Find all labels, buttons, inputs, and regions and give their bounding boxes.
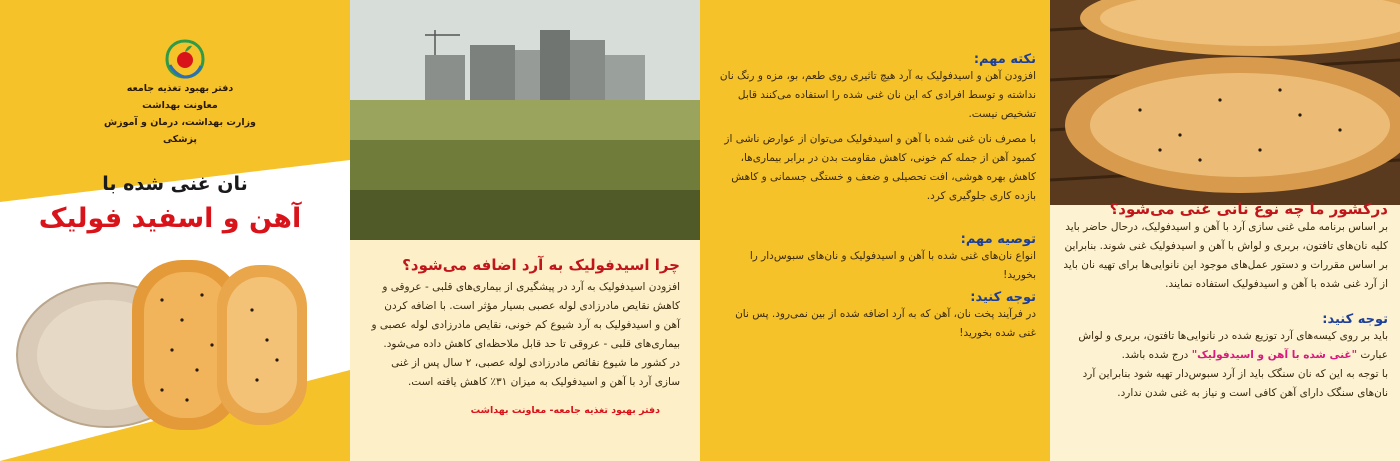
cover-panel [0, 0, 350, 461]
folic-acid-panel [350, 0, 700, 461]
flour-attention-text-1: باید بر روی کیسه‌های آرد توزیع شده در نانوایی‌ها تافتون، بربری و لواش عبارت [1078, 330, 1388, 361]
org-line-1: دفتر بهبود تغذیه جامعه [126, 83, 234, 94]
flour-attention-text [1062, 327, 1388, 365]
folic-acid-paragraph-2: در کشور ما شیوع نقائص مادرزادی لوله عصبی، ۲ سال پس از غنی سازی آرد با آهن و اسیدفولیک به میزان ۳۱٪ کاهش یافته است. [391, 357, 680, 388]
folic-acid-paragraph-1: افزودن اسیدفولیک به آرد در پیشگیری از بیماری‌های قلبی - عروقی و کاهش نقایص مادرزادی لوله عصبی بسیار مؤثر است. با اضافه کردن آهن و اسیدفولیک به آرد شیوع کم خونی، نقایص مادرزادی لوله عصبی و بیماری‌های قلبی - عروقی تا حد قابل ملاحظه‌ای کاهش داده می‌شود. [371, 281, 680, 350]
flour-attention-heading: توجه کنید: [1322, 312, 1388, 327]
bread-types-paragraph: بر اساس برنامه ملی غنی سازی آرد با آهن و اسیدفولیک، درحال حاضر باید کلیه نان‌های تافتون، بربری و لواش با آهن و اسیدفولیک غنی شوند. بنابراین بر اساس مقررات و دستور عمل‌های موجود این نانوایی‌ها برای تهیه نان باید از آرد غنی شده با آهن و اسیدفولیک استفاده نمایند. [1063, 221, 1388, 290]
sangak-note: با توجه به این که نان سنگک باید از آرد سبوس‌دار تهیه شود بنابراین آرد نان‌های سنگک دارای آهن کافی است و نیاز به غنی شدن ندارد. [1082, 368, 1388, 399]
recommendation-heading: توصیه مهم: [960, 232, 1036, 247]
flour-attention-text-2: درج شده باشد. [1121, 349, 1189, 361]
folic-acid-footer: دفتر بهبود تغذیه جامعه- معاونت بهداشت [470, 405, 660, 416]
org-line-2: معاونت بهداشت [142, 100, 218, 111]
cover-title-line-2: آهن و اسفید فولیک [38, 203, 302, 234]
recommendation-text: انواع نان‌های غنی شده با آهن و اسیدفولیک و نان‌های سبوس‌دار را بخورید! [749, 250, 1036, 281]
cover-title-line-1: نان غنی شده با [102, 173, 248, 195]
important-note-heading: نکته مهم: [973, 52, 1036, 67]
folic-acid-title: چرا اسیدفولیک به آرد اضافه می‌شود؟ [402, 256, 680, 274]
ministry-logo-icon [162, 35, 208, 81]
attention-heading: توجه کنید: [970, 290, 1036, 305]
bread-types-panel [1050, 0, 1400, 461]
org-line-3: وزارت بهداشت، درمان و آموزش پزشکی [104, 117, 256, 145]
fortified-label-phrase: "غنی شده با آهن و اسیدفولیک" [1191, 349, 1358, 361]
bread-illustration [12, 250, 312, 440]
organization-name [95, 80, 265, 148]
barbari-bread-photo [1050, 0, 1400, 205]
important-note-paragraph-2: با مصرف نان غنی شده با آهن و اسیدفولیک می‌توان از عوارض ناشی از کمبود آهن از جمله کم خونی، کاهش مقاومت بدن در برابر بیماری‌ها، کاهش بهره هوشی، افت تحصیلی و ضعف و خستگی جسمانی و کاهش بازده کاری جلوگیری کرد. [724, 133, 1036, 202]
wheat-field-photo [350, 0, 700, 240]
bread-types-title: درکشور ما چه نوع نانی غنی می‌شود؟ [1109, 200, 1388, 218]
notes-panel [700, 0, 1050, 461]
important-note-paragraph-1: افزودن آهن و اسیدفولیک به آرد هیچ تاثیری روی طعم، بو، مزه و رنگ نان نداشته و توسط افرادی که این نان غنی شده را استفاده می‌کنند قابل تشخیص نیست. [719, 70, 1036, 120]
attention-text: در فرآیند پخت نان، آهن که به آرد اضافه شده از بین نمی‌رود. پس نان غنی شده بخورید! [735, 308, 1036, 339]
